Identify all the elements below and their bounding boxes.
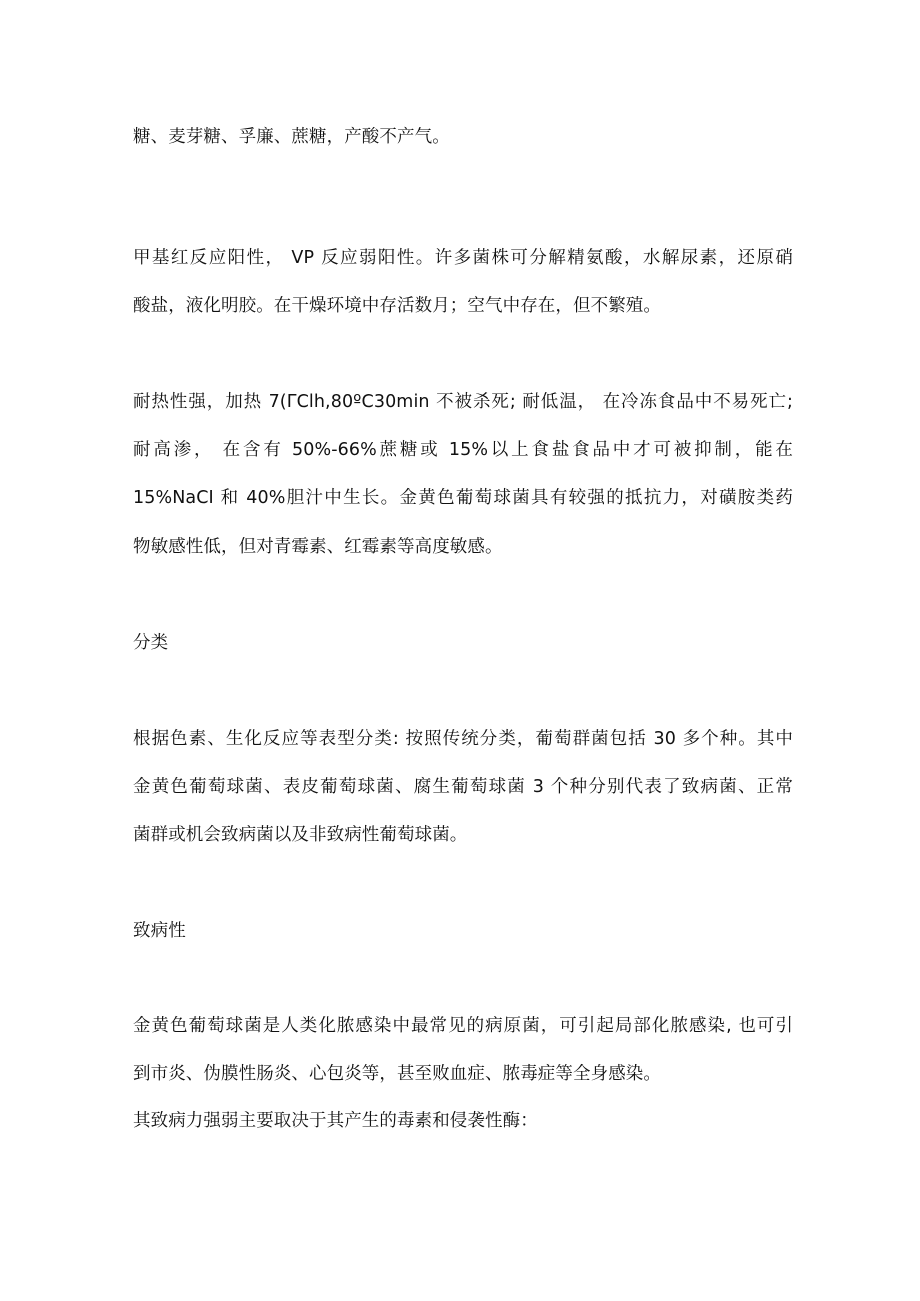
paragraph-line: 其致病力强弱主要取决于其产生的毒素和侵袭性酶： — [133, 1111, 538, 1131]
paragraph-line: 到市炎、伪膜性肠炎、心包炎等，甚至败血症、脓毒症等全身感染。 — [133, 1064, 661, 1084]
paragraph-line: 酸盐，液化明胶。在干燥环境中存活数月；空气中存在，但不繁殖。 — [133, 296, 661, 316]
section-heading: 致病性 — [133, 921, 186, 941]
paragraph-line: 物敏感性低，但对青霉素、红霉素等高度敏感。 — [133, 537, 503, 557]
paragraph-line: 金黄色葡萄球菌是人类化脓感染中最常见的病原菌，可引起局部化脓感染, 也可引 — [133, 1016, 793, 1036]
paragraph-line: 根据色素、生化反应等表型分类: 按照传统分类，葡萄群菌包括 30 多个种。其中 — [133, 729, 793, 749]
paragraph-line: 甲基红反应阳性， VP 反应弱阳性。许多菌株可分解精氨酸，水解尿素，还原硝 — [133, 248, 793, 268]
paragraph-line: 耐高渗， 在含有 50%-66%蔗糖或 15%以上食盐食品中才可被抑制，能在 — [133, 440, 793, 460]
paragraph-line: 耐热性强，加热 7(ΓClh,80ºC30min 不被杀死; 耐低温， 在冷冻食品中不易死亡; — [133, 392, 793, 412]
paragraph-line: 糖、麦芽糖、孚廉、蔗糖，产酸不产气。 — [133, 127, 450, 147]
paragraph-line: 金黄色葡萄球菌、表皮葡萄球菌、腐生葡萄球菌 3 个种分别代表了致病菌、正常 — [133, 777, 793, 797]
paragraph-line: 15%NaCI 和 40%胆汁中生长。金黄色葡萄球菌具有较强的抵抗力，对磺胺类药 — [133, 488, 793, 508]
paragraph-line: 菌群或机会致病菌以及非致病性葡萄球菌。 — [133, 825, 468, 845]
section-heading: 分类 — [133, 633, 169, 653]
